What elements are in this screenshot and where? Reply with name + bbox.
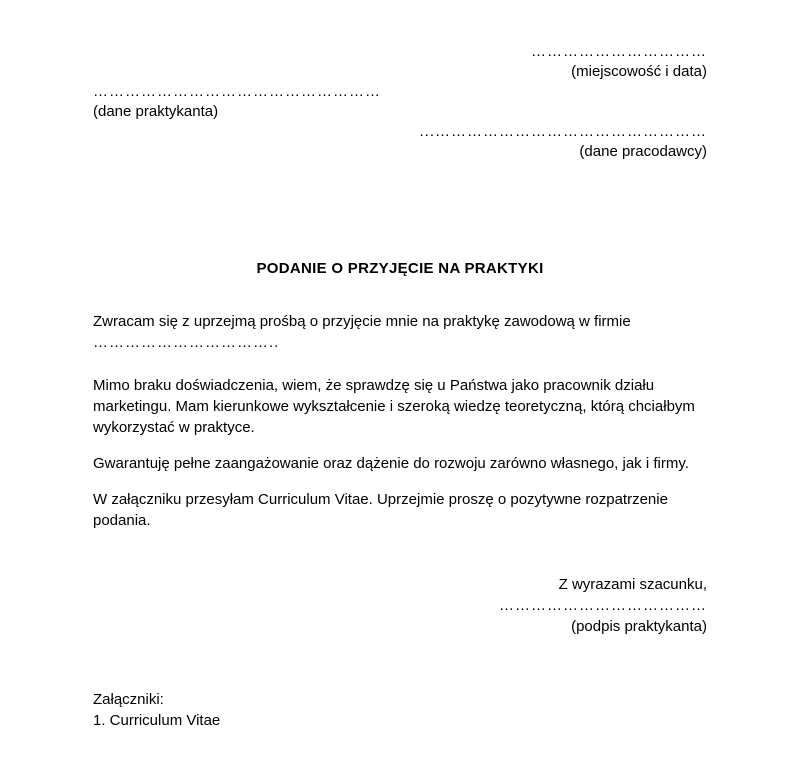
closing-phrase: Z wyrazami szacunku, bbox=[558, 576, 707, 593]
paragraph-request bbox=[93, 311, 707, 353]
employer-data-block bbox=[93, 122, 707, 162]
attachment-item: 1. Curriculum Vitae bbox=[93, 712, 221, 729]
signature-label: (podpis praktykanta) bbox=[571, 618, 707, 635]
company-name-blank-line: …………………………….. bbox=[93, 334, 280, 351]
place-date-label: (miejscowość i data) bbox=[571, 63, 707, 80]
intern-data-blank-line: ……………………………………………… bbox=[93, 83, 381, 100]
employer-data-blank-line: ...…………………………………………… bbox=[419, 123, 707, 140]
paragraph-commitment: Gwarantuję pełne zaangażowanie oraz dążenie do rozwoju zarówno własnego, jak i firmy. bbox=[93, 455, 689, 472]
intern-data-label: (dane praktykanta) bbox=[93, 103, 219, 120]
place-date-block bbox=[93, 42, 707, 82]
paragraph-qualifications: Mimo braku doświadczenia, wiem, że sprawdzę się u Państwa jako pracownik działu marketingu. Mam kierunkowe wykształcenie i szeroką wiedzę teoretyczną, którą chciałbym wykorzystać w praktyce. bbox=[93, 377, 695, 436]
document-title: PODANIE O PRZYJĘCIE NA PRAKTYKI bbox=[256, 260, 544, 277]
employer-data-label: (dane pracodawcy) bbox=[579, 143, 707, 160]
paragraph-attachment-note: W załączniku przesyłam Curriculum Vitae. Uprzejmie proszę o pozytywne rozpatrzenie podania. bbox=[93, 491, 668, 529]
attachments-heading: Załączniki: bbox=[93, 691, 164, 708]
signature-blank-line: ………………………………… bbox=[499, 597, 707, 614]
place-date-blank-line: …………………………… bbox=[531, 43, 707, 60]
attachments-block bbox=[93, 689, 707, 731]
signature-block bbox=[93, 574, 707, 637]
intern-data-block bbox=[93, 82, 707, 122]
paragraph-request-text: Zwracam się z uprzejmą prośbą o przyjęcie mnie na praktykę zawodową w firmie bbox=[93, 313, 631, 330]
